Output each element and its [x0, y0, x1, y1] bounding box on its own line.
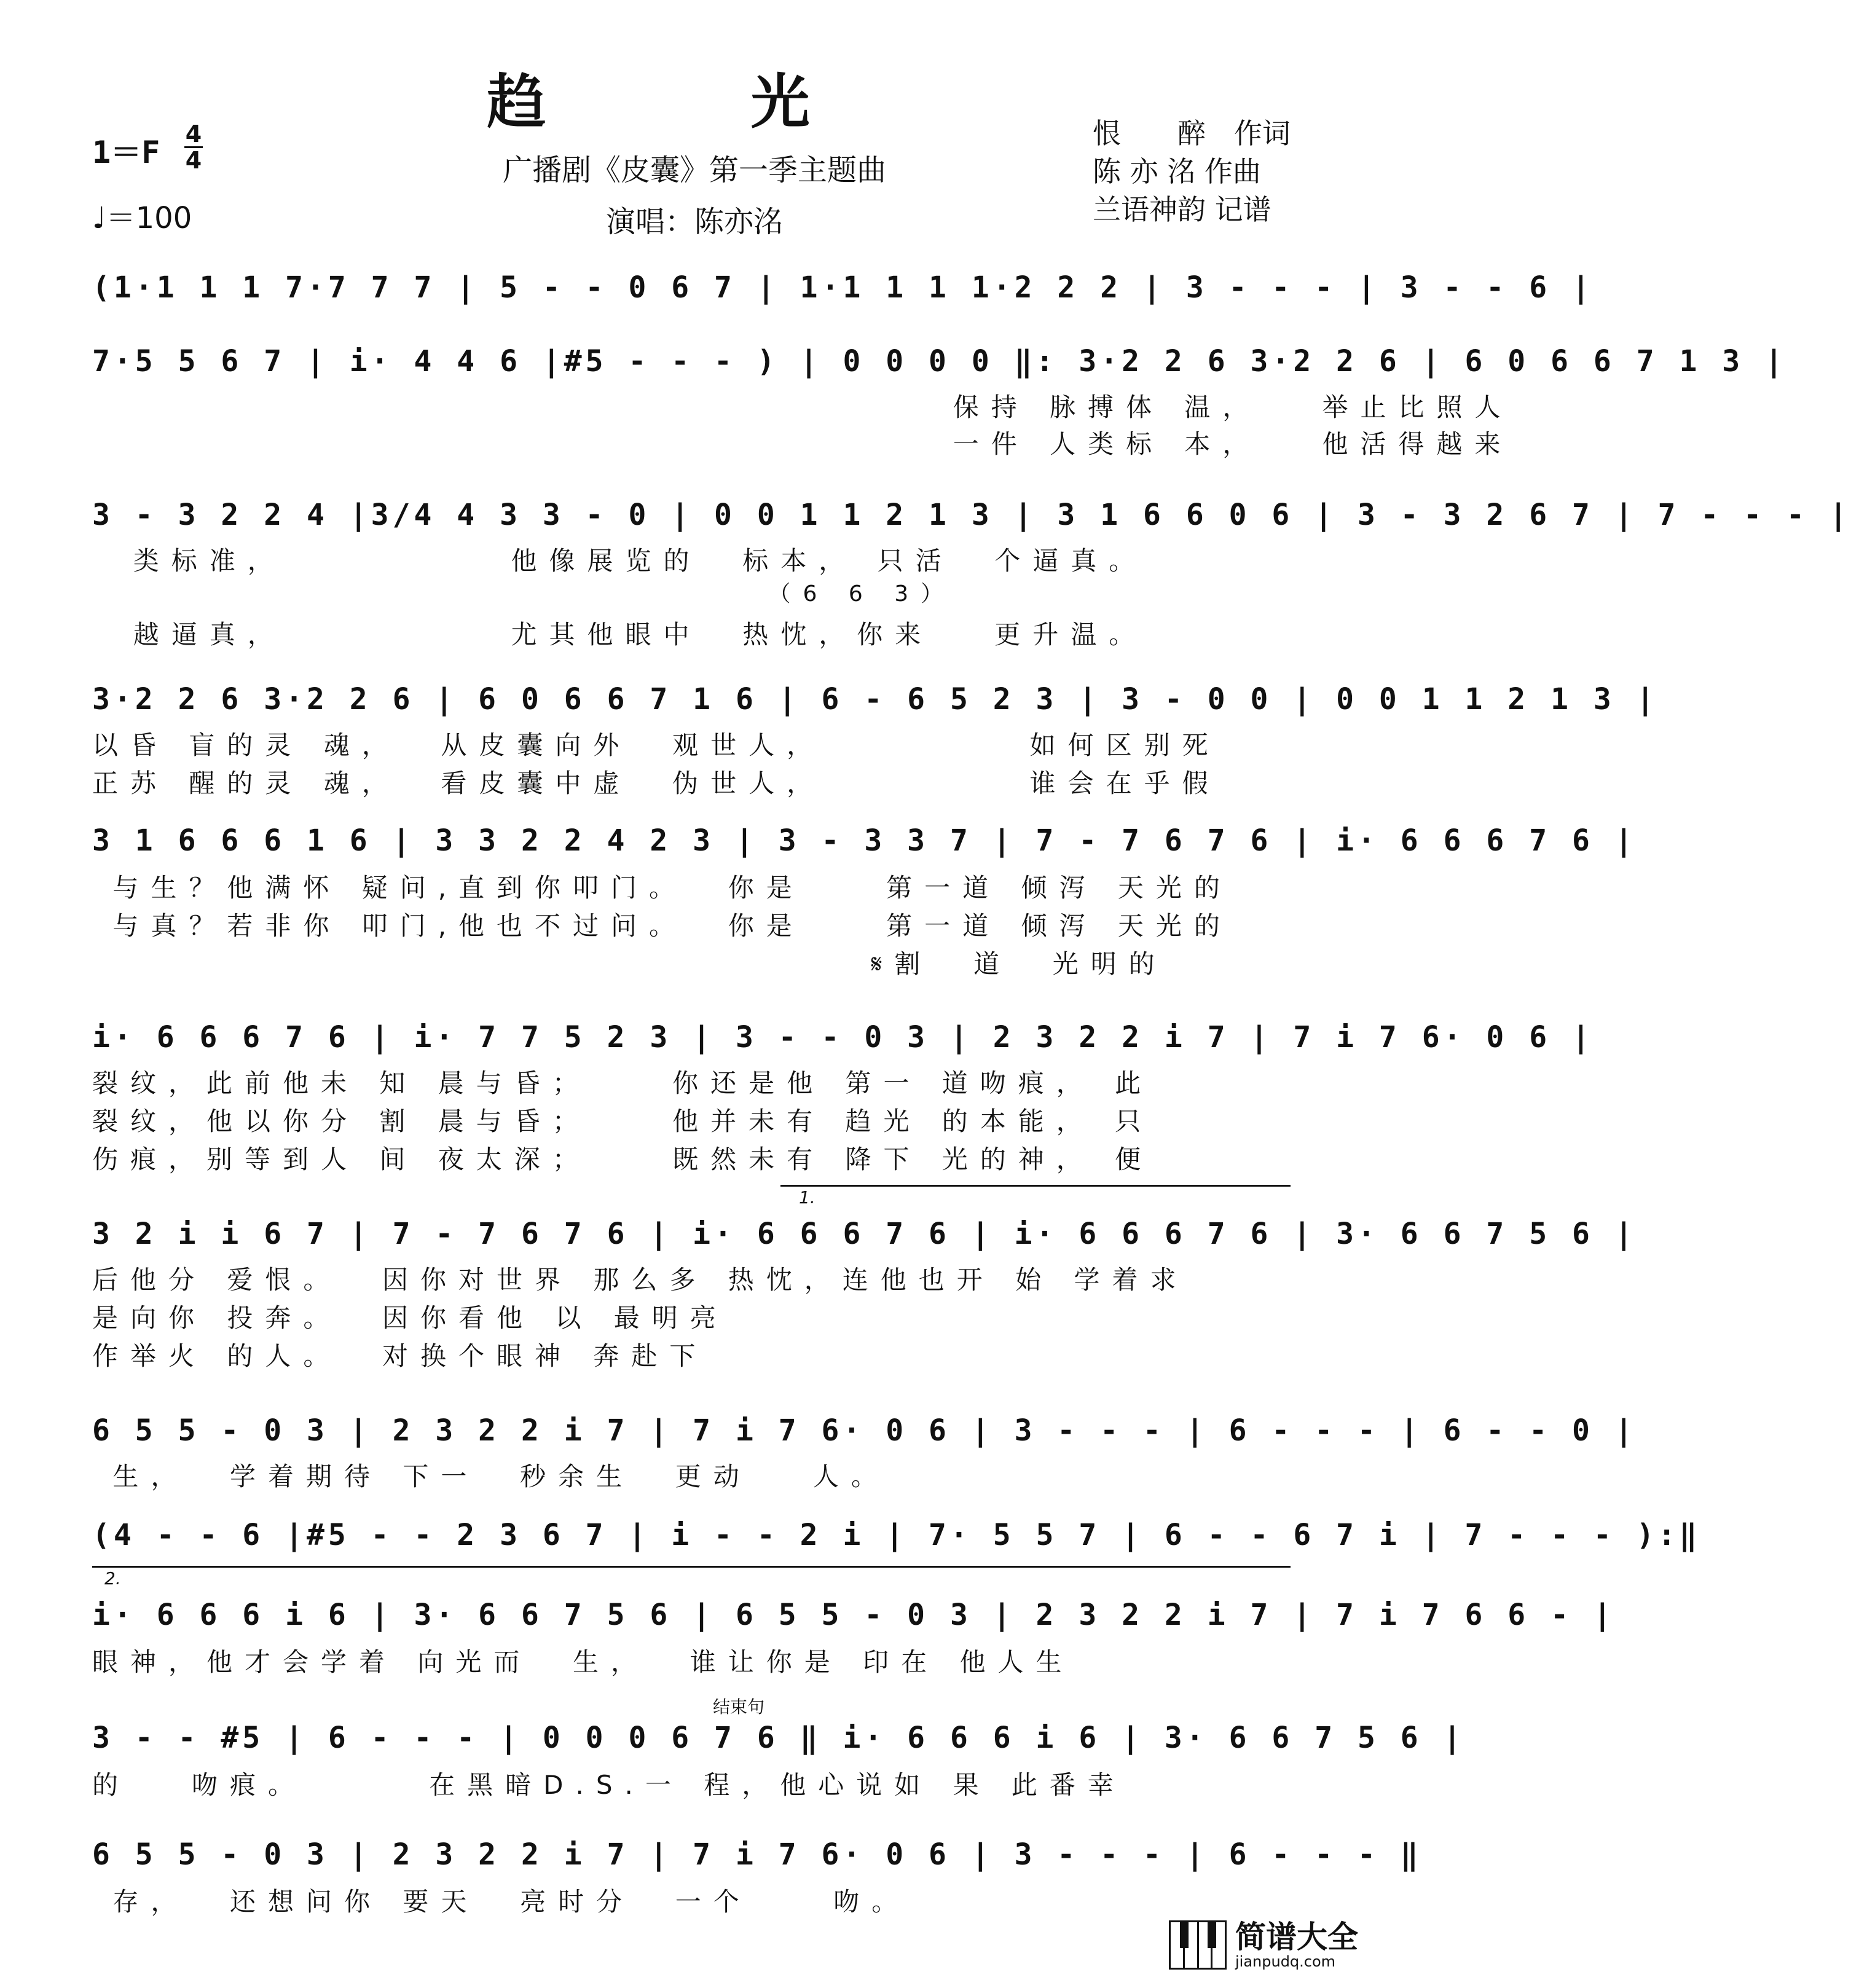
- lyric-row-2-v1: 保持 脉搏体 温， 举止比照人: [92, 392, 1513, 422]
- staff-row-12: 6 5 5 - 0 3 | 2 3 2 2 i 7 | 7 i 7 6· 0 6 | 3 - - - | 6 - - - ‖: [92, 1837, 1422, 1872]
- lyric-row-6-v3: 伤痕，别等到人 间 夜太深； 既然未有 降下 光的神， 便: [92, 1144, 1153, 1174]
- logo-site: jianpudq.com: [1235, 1953, 1336, 1970]
- time-top: 4: [185, 120, 202, 147]
- lyric-row-6-v1: 裂纹，此前他未 知 晨与昏； 你还是他 第一 道吻痕， 此: [92, 1068, 1153, 1098]
- lyric-row-11-v1: 的 吻痕。 在黑暗D.S.一 程，他心说如 果 此番幸: [92, 1770, 1126, 1800]
- credits: [1093, 114, 1291, 229]
- time-bottom: 4: [185, 147, 202, 174]
- staff-row-9: (4 - - 6 |#5 - - 2 3 6 7 | i - - 2 i | 7· 5 5 7 | 6 - - 6 7 i | 7 - - - ):‖: [92, 1518, 1701, 1552]
- ending-phrase-label: 结束句: [713, 1697, 765, 1717]
- staff-row-4: 3·2 2 6 3·2 2 6 | 6 0 6 6 7 1 6 | 6 - 6 5 2 3 | 3 - 0 0 | 0 0 1 1 2 1 3 |: [92, 682, 1658, 717]
- lyric-row-3-alt: （6 6 3）: [92, 581, 956, 607]
- lyric-row-12-v1: 存， 还想问你 要天 亮时分 一个 吻。: [92, 1887, 910, 1917]
- staff-row-3: 3 - 3 2 2 4 |3/4 4 3 3 - 0 | 0 0 1 1 2 1 3 | 3 1 6 6 0 6 | 3 - 3 2 6 7 | 7 - - - |: [92, 498, 1851, 532]
- logo-brand: 简谱大全: [1235, 1919, 1358, 1955]
- subtitle: 广播剧《皮囊》第一季主题曲: [502, 153, 886, 187]
- lyric-row-6-v2: 裂纹，他以你分 割 晨与昏； 他并未有 趋光 的本能， 只: [92, 1106, 1153, 1136]
- lyric-row-8-v1: 生， 学着期待 下一 秒余生 更动 人。: [92, 1461, 889, 1491]
- singer: 演唱：陈亦洺: [605, 205, 783, 239]
- volta-2-label: 2.: [104, 1568, 121, 1589]
- staff-row-10: i· 6 6 6 i 6 | 3· 6 6 7 5 6 | 6 5 5 - 0 3 | 2 3 2 2 i 7 | 7 i 7 6 6 - |: [92, 1598, 1615, 1632]
- lyric-row-3-v1: 类标准， 他像展览的 标本， 只活 个逼真。: [92, 546, 1147, 576]
- staff-row-8: 6 5 5 - 0 3 | 2 3 2 2 i 7 | 7 i 7 6· 0 6 | 3 - - - | 6 - - - | 6 - - 0 |: [92, 1413, 1637, 1448]
- lyric-row-10-v1: 眼神，他才会学着 向光而 生， 谁让你是 印在 他人生: [92, 1647, 1074, 1677]
- staff-row-11: 3 - - #5 | 6 - - - | 0 0 0 6 7 6 ‖ i· 6 6 6 i 6 | 3· 6 6 7 5 6 |: [92, 1721, 1465, 1755]
- volta-2-line: [92, 1566, 1291, 1568]
- lyric-row-5-v3: 𝄋割 道 光明的: [92, 949, 1167, 979]
- staff-row-5: 3 1 6 6 6 1 6 | 3 3 2 2 4 2 3 | 3 - 3 3 7 | 7 - 7 6 7 6 | i· 6 6 6 7 6 |: [92, 823, 1637, 858]
- lyric-row-2-v2: 一件 人类标 本， 他活得越来: [92, 429, 1513, 459]
- staff-row-7: 3 2 i i 6 7 | 7 - 7 6 7 6 | i· 6 6 6 7 6 | i· 6 6 6 7 6 | 3· 6 6 7 5 6 |: [92, 1217, 1637, 1251]
- staff-row-1: (1·1 1 1 7·7 7 7 | 5 - - 0 6 7 | 1·1 1 1 1·2 2 2 | 3 - - - | 3 - - 6 |: [92, 270, 1594, 305]
- lyric-row-7-v1: 后他分 爱恨。 因你对世界 那么多 热忱，连他也开 始 学着求: [92, 1265, 1189, 1295]
- song-title: 趋 光: [487, 67, 902, 136]
- volta-1-label: 1.: [799, 1187, 815, 1208]
- lyric-row-5-v2: 与真？若非你 叩门,他也不过问。 你是 第一道 倾泻 天光的: [92, 911, 1232, 941]
- key-signature: 1＝F: [92, 135, 160, 170]
- lyric-row-4-v1: 以昏 盲的灵 魂， 从皮囊向外 观世人， 如何区别死: [92, 730, 1220, 760]
- time-signature: [184, 120, 203, 174]
- credit-composer: 陈 亦 洺 作曲: [1093, 155, 1261, 188]
- lyric-row-5-v1: 与生？他满怀 疑问,直到你叩门。 你是 第一道 倾泻 天光的: [92, 873, 1232, 903]
- staff-row-2: 7·5 5 6 7 | i· 4 4 6 |#5 - - - ) | 0 0 0 0 ‖: 3·2 2 6 3·2 2 6 | 6 0 6 6 7 1 3 |: [92, 344, 1786, 379]
- lyric-row-4-v2: 正苏 醒的灵 魂， 看皮囊中虚 伪世人， 谁会在乎假: [92, 768, 1220, 798]
- site-logo: [1169, 1920, 1358, 1970]
- piano-icon: [1169, 1920, 1227, 1970]
- lyric-row-7-v2: 是向你 投奔。 因你看他 以 最明亮: [92, 1303, 728, 1333]
- staff-row-6: i· 6 6 6 7 6 | i· 7 7 5 2 3 | 3 - - 0 3 | 2 3 2 2 i 7 | 7 i 7 6· 0 6 |: [92, 1020, 1594, 1055]
- volta-1-line: [780, 1185, 1291, 1187]
- lyric-row-7-v3: 作举火 的人。 对换个眼神 奔赴下: [92, 1341, 708, 1371]
- lyric-row-3-v2: 越逼真， 尤其他眼中 热忱，你来 更升温。: [92, 619, 1147, 650]
- credit-transcriber: 兰语神韵 记谱: [1093, 193, 1271, 226]
- tempo: ♩＝100: [92, 201, 192, 235]
- credit-lyricist: 恨 醉 作词: [1093, 117, 1291, 150]
